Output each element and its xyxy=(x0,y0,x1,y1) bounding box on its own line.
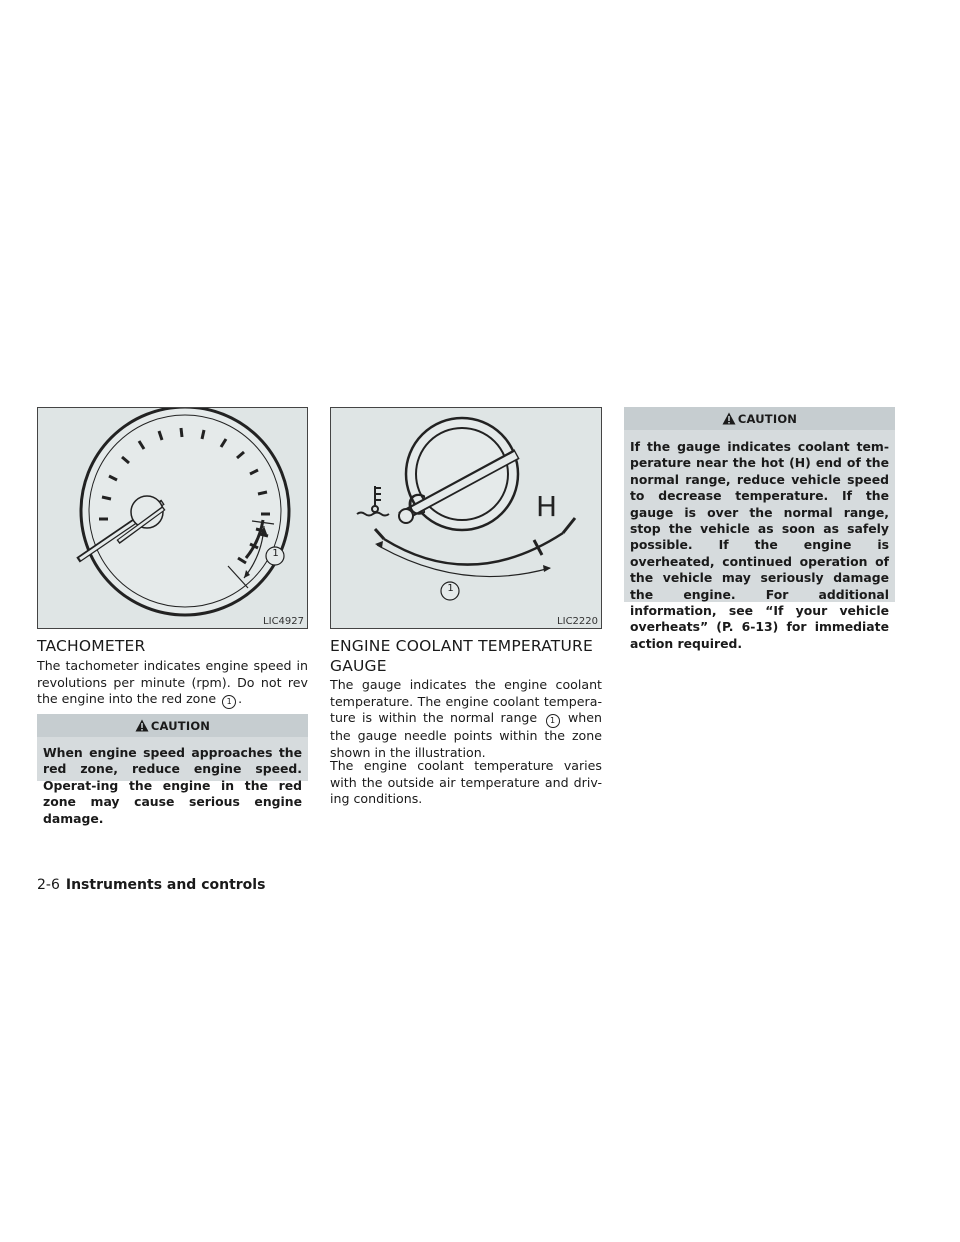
caution-title: CAUTION xyxy=(737,411,798,426)
tachometer-illustration xyxy=(37,407,308,629)
tachometer-callout-1: 1 xyxy=(272,548,279,559)
callout-marker-1: 1 xyxy=(222,695,236,709)
tachometer-dial-drawing xyxy=(38,408,308,629)
caution-text: When engine speed approaches the red zone, reduce engine speed. Operat-ing the engine in the red zone may cause serious engine damage. xyxy=(43,745,302,826)
caution-header xyxy=(37,714,308,737)
coolant-text-1: The gauge indicates the engine coolant temperature. The engine coolant tempera-ture is within the normal range xyxy=(330,677,602,725)
page-footer xyxy=(37,877,265,893)
warning-triangle-icon xyxy=(135,719,149,732)
tachometer-text: The tachometer indicates engine speed in revolutions per minute (rpm). Do not rev the engine into the red zone xyxy=(37,658,308,706)
tachometer-caution-box xyxy=(37,714,308,826)
callout-marker-1: 1 xyxy=(546,714,560,728)
coolant-gauge-illustration xyxy=(330,407,602,629)
caution-text: If the gauge indicates coolant tem-perature near the hot (H) end of the normal range, reduce vehicle speed to decrease temperature. If the gauge is over the normal range, stop the vehicle as soon as safely possible. If the engine is overheated, continued operation of the vehicle may seriously damage the engine. For additional information, see “If your vehicle overheats” (P. 6-13) for immediate action required. xyxy=(630,439,889,651)
coolant-text-1-end: when the gauge needle points within the zone shown in the illustration. xyxy=(330,710,602,760)
coolant-temperature-icon xyxy=(357,486,389,516)
caution-title: CAUTION xyxy=(150,718,211,733)
section-title: Instruments and controls xyxy=(65,877,266,893)
tachometer-heading: TACHOMETER xyxy=(37,637,146,655)
warning-triangle-icon xyxy=(722,412,736,425)
figure-code-tachometer: LIC4927 xyxy=(263,616,304,627)
tachometer-text-end: . xyxy=(238,691,243,706)
coolant-gauge-drawing xyxy=(331,408,602,629)
coolant-hot-letter: H xyxy=(536,490,558,523)
coolant-cold-letter: C xyxy=(407,488,427,521)
figure-code-coolant: LIC2220 xyxy=(557,616,598,627)
page-number: 2-6 xyxy=(37,877,60,893)
tachometer-paragraph xyxy=(37,658,308,709)
coolant-paragraph-1 xyxy=(330,677,602,761)
coolant-callout-1: 1 xyxy=(447,583,454,594)
coolant-paragraph-2: The engine coolant temperature varies with the outside air temperature and driv-ing conditions. xyxy=(330,758,602,806)
caution-header xyxy=(624,407,895,430)
coolant-heading: ENGINE COOLANT TEMPERATURE GAUGE xyxy=(330,637,593,675)
coolant-caution-box xyxy=(624,407,895,651)
